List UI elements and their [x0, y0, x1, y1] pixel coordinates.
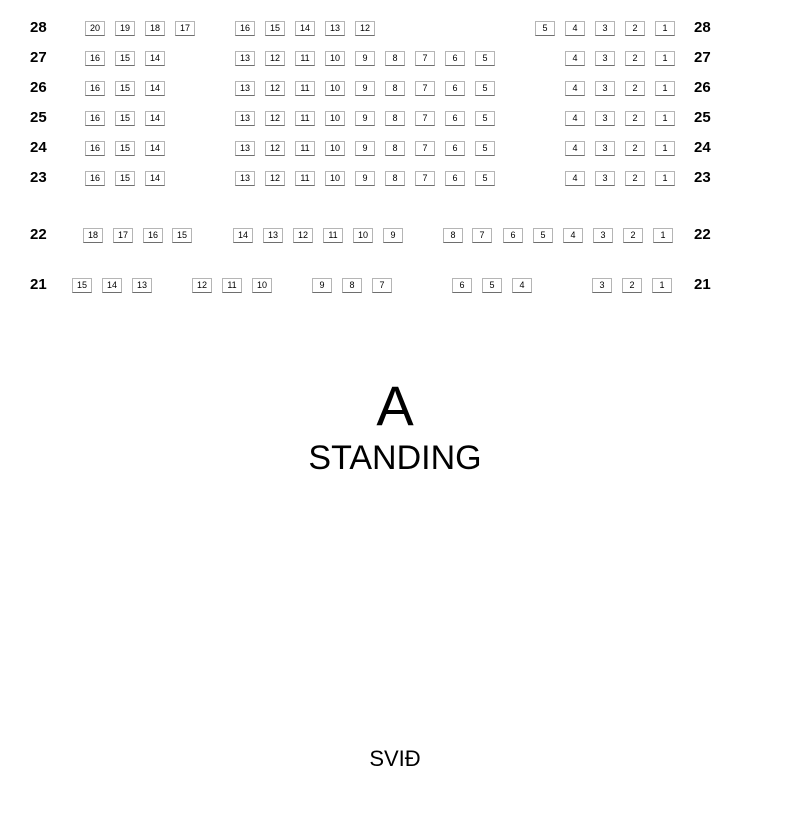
- seat[interactable]: 7: [472, 228, 492, 243]
- seat-row: [0, 18, 790, 38]
- seat[interactable]: 16: [85, 171, 105, 186]
- seat-row: [0, 48, 790, 68]
- seat[interactable]: 15: [115, 171, 135, 186]
- seat[interactable]: 8: [385, 81, 405, 96]
- row-label-right: 24: [694, 139, 711, 156]
- seat[interactable]: 15: [72, 278, 92, 293]
- seat[interactable]: 9: [355, 171, 375, 186]
- seat-row: [0, 138, 790, 158]
- stage-label: SVIÐ: [369, 746, 421, 771]
- seat[interactable]: 9: [355, 141, 375, 156]
- seat[interactable]: 13: [235, 111, 255, 126]
- seat[interactable]: 4: [565, 141, 585, 156]
- seat[interactable]: 16: [85, 81, 105, 96]
- seat[interactable]: 7: [415, 111, 435, 126]
- seat[interactable]: 3: [595, 51, 615, 66]
- seat[interactable]: 16: [85, 141, 105, 156]
- seat[interactable]: 15: [115, 51, 135, 66]
- seat[interactable]: 11: [222, 278, 242, 293]
- seat[interactable]: 5: [535, 21, 555, 36]
- row-label-left: 26: [30, 79, 47, 96]
- seat[interactable]: 6: [445, 51, 465, 66]
- seat[interactable]: 3: [595, 141, 615, 156]
- seat[interactable]: 2: [623, 228, 643, 243]
- seat-row: [0, 168, 790, 188]
- seat[interactable]: 10: [325, 171, 345, 186]
- seat[interactable]: 13: [235, 141, 255, 156]
- seat[interactable]: 3: [595, 111, 615, 126]
- seat[interactable]: 8: [385, 141, 405, 156]
- seat[interactable]: 11: [295, 51, 315, 66]
- seat[interactable]: 6: [445, 171, 465, 186]
- seat[interactable]: 7: [415, 141, 435, 156]
- seat[interactable]: 4: [565, 111, 585, 126]
- row-label-right: 23: [694, 169, 711, 186]
- seat[interactable]: 2: [625, 171, 645, 186]
- seat[interactable]: 18: [83, 228, 103, 243]
- seat[interactable]: 1: [655, 111, 675, 126]
- row-label-left: 22: [30, 226, 47, 243]
- seat[interactable]: 13: [235, 51, 255, 66]
- seat[interactable]: 5: [482, 278, 502, 293]
- seat[interactable]: 17: [113, 228, 133, 243]
- seat[interactable]: 13: [263, 228, 283, 243]
- seat[interactable]: 8: [385, 111, 405, 126]
- seat[interactable]: 11: [295, 171, 315, 186]
- seat[interactable]: 15: [115, 141, 135, 156]
- seat-row: [0, 225, 790, 245]
- seat[interactable]: 13: [325, 21, 345, 36]
- seat[interactable]: 10: [353, 228, 373, 243]
- seat-row: [0, 78, 790, 98]
- seat[interactable]: 2: [625, 81, 645, 96]
- seat[interactable]: 3: [595, 171, 615, 186]
- seat[interactable]: 7: [415, 171, 435, 186]
- row-label-left: 27: [30, 49, 47, 66]
- seat[interactable]: 10: [252, 278, 272, 293]
- seat[interactable]: 14: [102, 278, 122, 293]
- section-label: STANDING: [308, 439, 482, 477]
- seat[interactable]: 2: [625, 51, 645, 66]
- seat[interactable]: 13: [235, 81, 255, 96]
- seat-row: [0, 275, 790, 295]
- seat[interactable]: 5: [475, 111, 495, 126]
- seat[interactable]: 12: [265, 171, 285, 186]
- seat[interactable]: 11: [295, 141, 315, 156]
- seat[interactable]: 9: [312, 278, 332, 293]
- seat[interactable]: 13: [132, 278, 152, 293]
- seat[interactable]: 4: [565, 51, 585, 66]
- seat[interactable]: 12: [265, 111, 285, 126]
- seat[interactable]: 8: [443, 228, 463, 243]
- seat[interactable]: 14: [295, 21, 315, 36]
- seat[interactable]: 14: [145, 81, 165, 96]
- row-label-right: 22: [694, 226, 711, 243]
- seat[interactable]: 4: [512, 278, 532, 293]
- seat[interactable]: 13: [235, 171, 255, 186]
- row-label-left: 28: [30, 19, 47, 36]
- row-label-left: 23: [30, 169, 47, 186]
- seat[interactable]: 4: [563, 228, 583, 243]
- seat[interactable]: 11: [295, 81, 315, 96]
- section-letter: A: [376, 374, 414, 437]
- seat[interactable]: 12: [265, 141, 285, 156]
- seat[interactable]: 15: [115, 81, 135, 96]
- seat[interactable]: 3: [593, 228, 613, 243]
- seat[interactable]: 15: [172, 228, 192, 243]
- seat[interactable]: 10: [325, 141, 345, 156]
- seat[interactable]: 7: [415, 51, 435, 66]
- seat[interactable]: 8: [342, 278, 362, 293]
- seat[interactable]: 1: [652, 278, 672, 293]
- row-label-right: 28: [694, 19, 711, 36]
- seat[interactable]: 14: [145, 51, 165, 66]
- seat[interactable]: 3: [595, 81, 615, 96]
- seat[interactable]: 1: [655, 81, 675, 96]
- seat[interactable]: 14: [233, 228, 253, 243]
- seat[interactable]: 3: [595, 21, 615, 36]
- seat[interactable]: 12: [265, 81, 285, 96]
- seat[interactable]: 12: [293, 228, 313, 243]
- seat[interactable]: 6: [445, 81, 465, 96]
- seat[interactable]: 14: [145, 171, 165, 186]
- row-label-right: 21: [694, 276, 711, 293]
- seat[interactable]: 1: [653, 228, 673, 243]
- seat[interactable]: 15: [265, 21, 285, 36]
- seat[interactable]: 2: [625, 21, 645, 36]
- seat-row: [0, 108, 790, 128]
- seat[interactable]: 16: [85, 51, 105, 66]
- seat[interactable]: 11: [295, 111, 315, 126]
- seat[interactable]: 12: [355, 21, 375, 36]
- seat[interactable]: 1: [655, 21, 675, 36]
- seat[interactable]: 12: [265, 51, 285, 66]
- seat[interactable]: 9: [355, 51, 375, 66]
- seat[interactable]: 1: [655, 171, 675, 186]
- seat[interactable]: 5: [475, 141, 495, 156]
- seat[interactable]: 2: [622, 278, 642, 293]
- seat[interactable]: 1: [655, 51, 675, 66]
- seat[interactable]: 6: [445, 111, 465, 126]
- seat[interactable]: 10: [325, 51, 345, 66]
- row-label-right: 27: [694, 49, 711, 66]
- seat[interactable]: 17: [175, 21, 195, 36]
- seat[interactable]: 5: [533, 228, 553, 243]
- seat[interactable]: 12: [192, 278, 212, 293]
- seat[interactable]: 8: [385, 51, 405, 66]
- seat[interactable]: 9: [355, 81, 375, 96]
- seat[interactable]: 6: [452, 278, 472, 293]
- seat[interactable]: 1: [655, 141, 675, 156]
- seat[interactable]: 16: [85, 111, 105, 126]
- seat[interactable]: 11: [323, 228, 343, 243]
- row-label-left: 24: [30, 139, 47, 156]
- seat[interactable]: 19: [115, 21, 135, 36]
- seat[interactable]: 9: [355, 111, 375, 126]
- row-label-left: 25: [30, 109, 47, 126]
- seat[interactable]: 7: [415, 81, 435, 96]
- seat[interactable]: 2: [625, 141, 645, 156]
- row-label-left: 21: [30, 276, 47, 293]
- seat[interactable]: 9: [383, 228, 403, 243]
- seat[interactable]: 18: [145, 21, 165, 36]
- seat[interactable]: 16: [235, 21, 255, 36]
- seat[interactable]: 5: [475, 51, 495, 66]
- seat[interactable]: 14: [145, 111, 165, 126]
- seat[interactable]: 20: [85, 21, 105, 36]
- seat[interactable]: 5: [475, 171, 495, 186]
- row-label-right: 25: [694, 109, 711, 126]
- seat[interactable]: 4: [565, 21, 585, 36]
- seat[interactable]: 16: [143, 228, 163, 243]
- seat[interactable]: 10: [325, 81, 345, 96]
- seat[interactable]: 10: [325, 111, 345, 126]
- seat[interactable]: 4: [565, 81, 585, 96]
- seat[interactable]: 6: [445, 141, 465, 156]
- seat[interactable]: 8: [385, 171, 405, 186]
- seat[interactable]: 14: [145, 141, 165, 156]
- seat[interactable]: 6: [503, 228, 523, 243]
- seat[interactable]: 15: [115, 111, 135, 126]
- seat[interactable]: 5: [475, 81, 495, 96]
- seat[interactable]: 2: [625, 111, 645, 126]
- seat[interactable]: 7: [372, 278, 392, 293]
- seat[interactable]: 3: [592, 278, 612, 293]
- seat[interactable]: 4: [565, 171, 585, 186]
- row-label-right: 26: [694, 79, 711, 96]
